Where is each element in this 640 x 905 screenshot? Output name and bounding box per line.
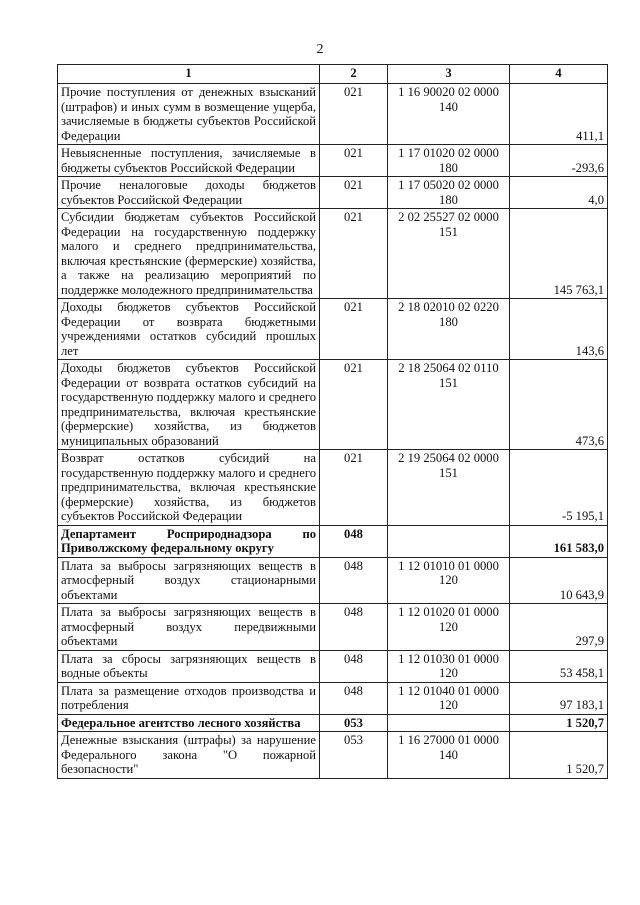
row-sum-cell: 53 458,1 [510,650,608,682]
row-sum-cell: -5 195,1 [510,450,608,526]
row-name-cell: Плата за выбросы загрязняющих веществ в атмосферный воздух стационарными объектами [58,557,320,604]
row-code-cell: 021 [320,299,388,360]
row-kbk-cell: 1 17 05020 02 0000 180 [388,177,510,209]
row-name-cell: Доходы бюджетов субъектов Российской Федерации от возврата остатков субсидий на государственную поддержку малого и среднего предпринимательства, включая крестьянские (фермерские) хозяйства, из бюджетов муниципальных образований [58,360,320,450]
table-row [58,177,608,209]
row-code-cell: 048 [320,557,388,604]
row-name-cell: Невыясненные поступления, зачисляемые в бюджеты субъектов Российской Федерации [58,145,320,177]
table-row [58,650,608,682]
row-code-cell: 021 [320,360,388,450]
row-sum-cell: 97 183,1 [510,682,608,714]
column-header: 3 [388,65,510,84]
row-sum-cell: 1 520,7 [510,714,608,732]
row-kbk-cell: 2 02 25527 02 0000 151 [388,209,510,299]
row-kbk-cell: 1 17 01020 02 0000 180 [388,145,510,177]
row-kbk-cell: 2 19 25064 02 0000 151 [388,450,510,526]
row-name-cell: Федеральное агентство лесного хозяйства [58,714,320,732]
row-sum-cell: 10 643,9 [510,557,608,604]
table-row [58,525,608,557]
row-code-cell: 021 [320,177,388,209]
row-sum-cell: 297,9 [510,604,608,651]
table-row [58,732,608,779]
row-sum-cell: 411,1 [510,84,608,145]
row-name-cell: Плата за сбросы загрязняющих веществ в водные объекты [58,650,320,682]
row-code-cell: 021 [320,209,388,299]
row-code-cell: 021 [320,84,388,145]
row-kbk-cell: 2 18 02010 02 0220 180 [388,299,510,360]
row-sum-cell: 161 583,0 [510,525,608,557]
row-code-cell: 021 [320,145,388,177]
table-row [58,682,608,714]
row-name-cell: Прочие неналоговые доходы бюджетов субъектов Российской Федерации [58,177,320,209]
row-kbk-cell: 1 12 01030 01 0000 120 [388,650,510,682]
table-row [58,714,608,732]
row-name-cell: Департамент Росприроднадзора по Приволжскому федеральному округу [58,525,320,557]
column-header: 2 [320,65,388,84]
table-row [58,557,608,604]
table-row [58,299,608,360]
table-row [58,450,608,526]
table-row [58,84,608,145]
row-code-cell: 048 [320,604,388,651]
table-row [58,604,608,651]
column-header: 4 [510,65,608,84]
row-sum-cell: 1 520,7 [510,732,608,779]
row-code-cell: 048 [320,682,388,714]
row-name-cell: Доходы бюджетов субъектов Российской Федерации от возврата бюджетными учреждениями остатков субсидий прошлых лет [58,299,320,360]
row-name-cell: Плата за размещение отходов производства и потребления [58,682,320,714]
row-sum-cell: 145 763,1 [510,209,608,299]
row-kbk-cell: 2 18 25064 02 0110 151 [388,360,510,450]
row-kbk-cell: 1 16 90020 02 0000 140 [388,84,510,145]
table-header-row [58,65,608,84]
row-code-cell: 048 [320,650,388,682]
row-sum-cell: 143,6 [510,299,608,360]
row-code-cell: 048 [320,525,388,557]
table-row [58,145,608,177]
row-code-cell: 021 [320,450,388,526]
row-kbk-cell: 1 12 01040 01 0000 120 [388,682,510,714]
row-kbk-cell [388,525,510,557]
row-kbk-cell: 1 12 01010 01 0000 120 [388,557,510,604]
row-name-cell: Возврат остатков субсидий на государственную поддержку малого и среднего предпринимательства, включая крестьянские (фермерские) хозяйства, из бюджетов субъектов Российской Федерации [58,450,320,526]
column-header: 1 [58,65,320,84]
row-sum-cell: 4,0 [510,177,608,209]
row-code-cell: 053 [320,714,388,732]
row-sum-cell: -293,6 [510,145,608,177]
table-row [58,209,608,299]
row-name-cell: Субсидии бюджетам субъектов Российской Федерации на государственную поддержку малого и среднего предпринимательства, включая крестьянские (фермерские) хозяйства, а также на реализацию мероприятий по поддержке молодежного предпринимательства [58,209,320,299]
page-number: 2 [316,42,324,57]
row-name-cell: Денежные взыскания (штрафы) за нарушение Федерального закона "О пожарной безопасности" [58,732,320,779]
row-kbk-cell [388,714,510,732]
table-body [58,84,608,779]
row-code-cell: 053 [320,732,388,779]
row-kbk-cell: 1 12 01020 01 0000 120 [388,604,510,651]
row-name-cell: Плата за выбросы загрязняющих веществ в атмосферный воздух передвижными объектами [58,604,320,651]
row-kbk-cell: 1 16 27000 01 0000 140 [388,732,510,779]
row-sum-cell: 473,6 [510,360,608,450]
table-row [58,360,608,450]
row-name-cell: Прочие поступления от денежных взысканий (штрафов) и иных сумм в возмещение ущерба, зачисляемые в бюджеты субъектов Российской Федерации [58,84,320,145]
budget-table [57,64,608,779]
